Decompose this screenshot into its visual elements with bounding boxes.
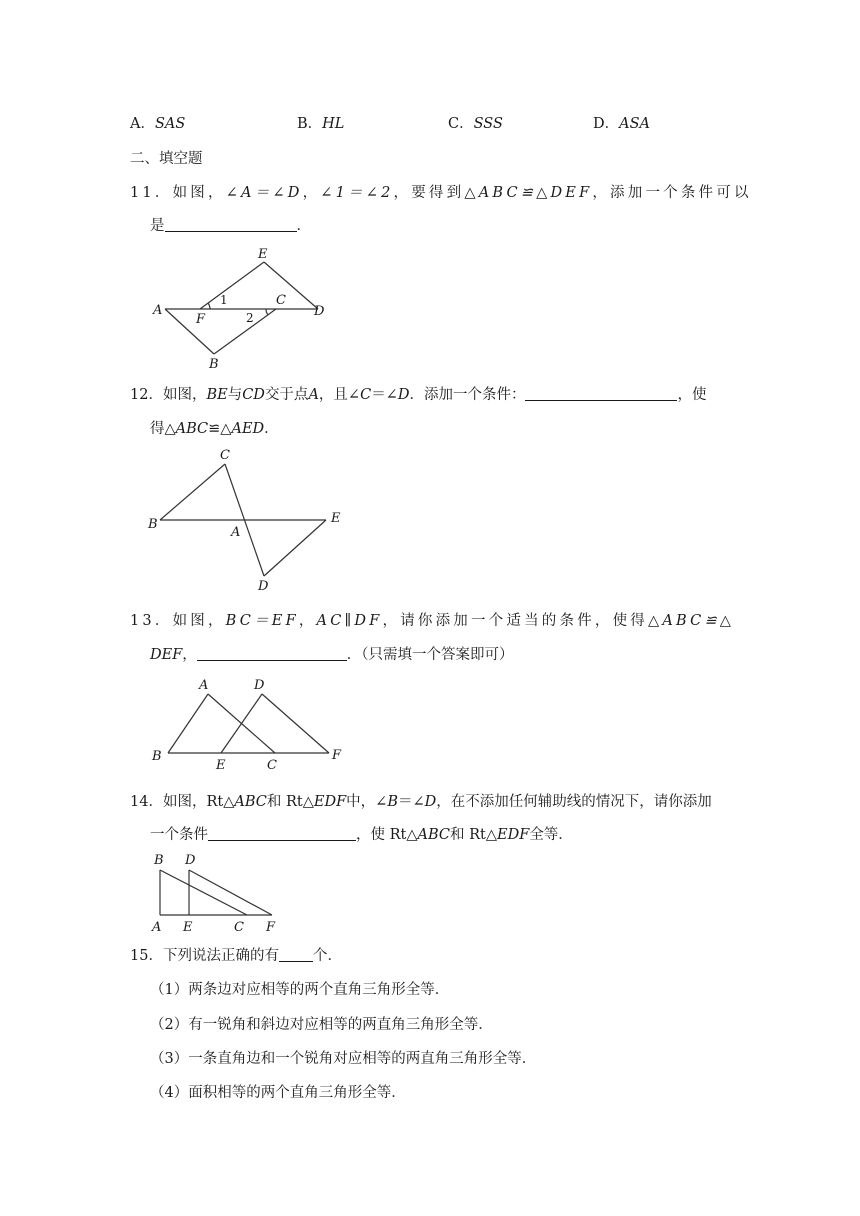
q11-label-c: C <box>276 293 286 308</box>
q13-label-e: E <box>216 758 226 772</box>
q13-label-f: F <box>332 748 342 763</box>
q11-line1: 11．如图，∠A＝∠D，∠1＝∠2，要得到△ABC≌△DEF，添加一个条件可以 <box>130 185 752 201</box>
q13-line1: 13．如图，BC＝EF，AC∥DF，请你添加一个适当的条件，使得△ABC≌△ <box>130 613 735 629</box>
q12-answer-blank[interactable] <box>525 386 677 401</box>
q14-label-c: C <box>234 920 244 935</box>
q11-label-b: B <box>209 357 219 372</box>
q13-label-c: C <box>267 758 277 772</box>
q11-label-f: F <box>196 312 206 327</box>
q13-label-a: A <box>199 678 209 693</box>
q12-label-e: E <box>331 511 341 526</box>
q11-line-ab <box>165 309 214 354</box>
q15-statement-3: （3）一条直角边和一个锐角对应相等的两直角三角形全等． <box>150 1051 537 1067</box>
q15-answer-blank[interactable] <box>279 947 313 962</box>
option-d: D．ASA <box>593 116 651 132</box>
q13-line-ba <box>168 694 208 753</box>
q14-label-f: F <box>266 920 276 935</box>
q13-figure <box>140 672 355 772</box>
q14-line-df <box>189 870 272 915</box>
q11-angle1-arc <box>208 303 210 309</box>
q11-label-2: 2 <box>246 311 254 325</box>
q13-line-df <box>262 694 329 753</box>
q12-label-d: D <box>258 579 269 594</box>
option-a: A．SAS <box>130 116 186 132</box>
q13-label-b: B <box>152 749 162 764</box>
q14-label-e: E <box>183 920 193 935</box>
q12-line1: 12．如图，BE与CD交于点A，且∠C＝∠D．添加一个条件： ，使 <box>130 387 707 403</box>
option-c: C．SSS <box>448 116 503 132</box>
q11-line-ed <box>264 262 318 309</box>
option-b: B．HL <box>297 116 345 132</box>
q15-statement-1: （1）两条边对应相等的两个直角三角形全等． <box>150 982 450 998</box>
q15-line1: 15．下列说法正确的有 个． <box>130 948 342 964</box>
q11-label-1: 1 <box>220 293 228 307</box>
q14-line1: 14．如图，Rt△ABC和 Rt△EDF中，∠B＝∠D，在不添加任何辅助线的情况下，请你添加 <box>130 794 712 810</box>
q12-label-c: C <box>220 448 230 463</box>
q11-line-bc <box>214 309 276 354</box>
q11-label-a: A <box>153 303 163 318</box>
section-title: 二、填空题 <box>130 151 203 167</box>
q14-label-a: A <box>152 920 162 935</box>
q12-figure <box>140 444 355 594</box>
q14-label-b: B <box>154 853 164 868</box>
q14-label-d: D <box>185 853 196 868</box>
q13-label-d: D <box>254 678 265 693</box>
q14-line-bc <box>160 870 247 915</box>
q11-label-d: D <box>314 304 325 319</box>
q11-figure <box>140 240 350 375</box>
q12-line2: 得△ABC≌△AED． <box>150 421 279 437</box>
q12-line-de <box>264 520 326 576</box>
q13-answer-blank[interactable] <box>197 646 347 661</box>
q12-label-a: A <box>231 525 241 540</box>
q13-line-ed <box>221 694 262 753</box>
q12-line-bc <box>160 464 225 520</box>
q15-statement-2: （2）有一锐角和斜边对应相等的两直角三角形全等． <box>150 1017 493 1033</box>
q14-line2: 一个条件 ，使 Rt△ABC和 Rt△EDF全等． <box>150 827 573 843</box>
q11-answer-blank[interactable] <box>165 217 297 232</box>
q14-figure <box>140 848 290 938</box>
q11-angle2-arc <box>266 309 268 315</box>
q15-statement-4: （4）面积相等的两个直角三角形全等． <box>150 1085 406 1101</box>
q11-label-e: E <box>258 247 268 262</box>
q11-line2: 是 ． <box>150 218 311 234</box>
q13-line2: DEF， ．（只需填一个答案即可） <box>150 647 514 663</box>
q11-line-fe <box>200 262 264 309</box>
q12-label-b: B <box>148 517 158 532</box>
q14-answer-blank[interactable] <box>208 826 356 841</box>
